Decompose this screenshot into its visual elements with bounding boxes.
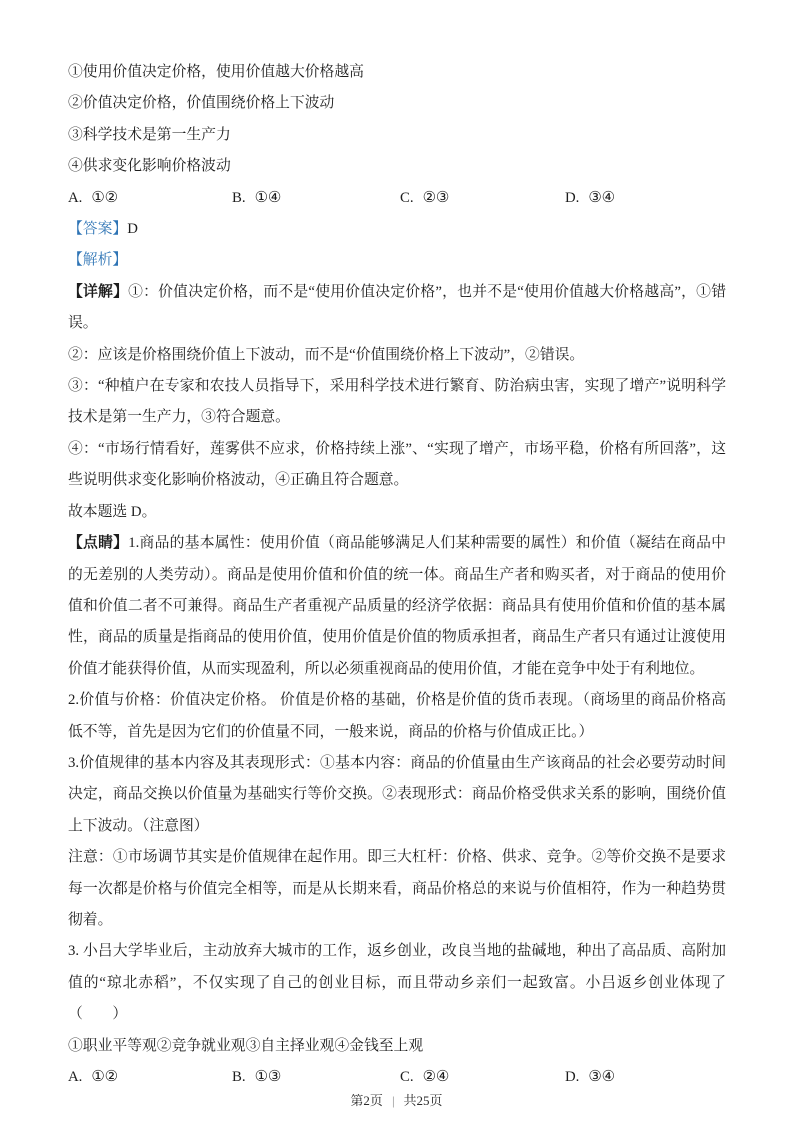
choice-a [68,183,232,214]
choice-value: ③④ [588,1069,615,1085]
keypoint-marker: 【点睛】 [68,535,129,552]
question-3-stem: 3. 小吕大学毕业后，主动放弃大城市的工作，返乡创业，改良当地的盐碱地，种出了高品质、高附加值的“琼北赤稻”，不仅实现了自己的创业目标，而且带动乡亲们一起致富。小吕返乡创业体现了（ ） [68,943,726,1023]
choice-label: C. [400,1069,414,1085]
answer-marker: 【答案】 [68,221,128,238]
choice-b [232,1062,400,1093]
keypoint-paragraph-2: 2.价值与价格：价值决定价格。 价值是价格的基础，价格是价值的货币表现。（商场里的商品价格高低不等，首先是因为它们的价值量不同，一般来说，商品的价格与价值成正比。） [68,692,726,740]
statement-item-3: ③科学技术是第一生产力 [68,126,231,143]
choice-row-q3 [68,1062,726,1093]
footer-total-pages: 共25页 [403,1093,443,1108]
footer-page-number: 第2页 [350,1093,383,1108]
statement-item-4: ④供求变化影响价格波动 [68,158,231,175]
choice-label: D. [565,189,580,206]
choice-c [400,1062,565,1093]
choice-value: ③④ [588,189,615,206]
detail-marker: 【详解】 [68,283,129,300]
keypoint-note: 注意：①市场调节其实是价值规律在起作用。即三大杠杆：价格、供求、竞争。②等价交换不是要求每一次都是价格与价值完全相等，而是从长期来看，商品价格总的来说与价值相符，作为一种趋势贯彻着。 [68,849,726,928]
choice-value: ①③ [254,1069,282,1085]
choice-row-q2 [68,183,726,214]
statement-item-2: ②价值决定价格，价值围绕价格上下波动 [68,95,335,112]
keypoint-paragraph-3: 3.价值规律的基本内容及其表现形式：①基本内容：商品的价值量由生产该商品的社会必要劳动时间决定，商品交换以价值量为基础实行等价交换。②表现形式：商品价格受供求关系的影响，围绕价值上下波动。（注意图） [68,754,726,834]
choice-label: D. [565,1069,580,1085]
choice-value: ①② [91,189,118,206]
detail-paragraph-4: ④：“市场行情看好，莲雾供不应求，价格持续上涨”、“实现了增产，市场平稳，价格有所回落”，这些说明供求变化影响价格波动，④正确且符合题意。 [68,440,726,489]
choice-d [565,1062,615,1093]
answer-value: D [127,221,138,238]
choice-label: A. [68,189,83,206]
analysis-marker: 【解析】 [68,252,128,269]
conclusion-line: 故本题选 D。 [68,503,157,520]
choice-value: ①② [91,1069,118,1085]
detail-paragraph-2: ②：应该是价格围绕价值上下波动，而不是“价值围绕价格上下波动”，②错误。 [68,346,585,363]
choice-label: C. [400,189,414,206]
choice-value: ②③ [422,189,450,206]
choice-b [232,183,400,214]
choice-value: ①④ [254,189,282,206]
detail-paragraph-3: ③：“种植户在专家和农技人员指导下，采用科学技术进行繁育、防治病虫害，实现了增产”说明科学技术是第一生产力，③符合题意。 [68,378,726,426]
detail-paragraph-1 [68,277,726,340]
detail-text: ①：价值决定价格，而不是“使用价值决定价格”，也并不是“使用价值越大价格越高”，①错误。 [68,283,726,332]
page-footer [0,1090,793,1109]
keypoint-text: 1.商品的基本属性：使用价值（商品能够满足人们某种需要的属性）和价值（凝结在商品中的无差别的人类劳动）。商品是使用价值和价值的统一体。商品生产者和购买者，对于商品的使用价值和价值二者不可兼得。商品生产者重视产品质量的经济学依据：商品具有使用价值和价值的基本属性，商品的质量是指商品的使用价值，使用价值是价值的物质承担者，商品生产者只有通过让渡使用价值才能获得价值，从而实现盈利，所以必须重视商品的使用价值，才能在竞争中处于有利地位。 [68,535,726,677]
choice-d [565,183,615,214]
analysis-line [68,245,726,276]
choice-a [68,1062,232,1093]
choice-label: B. [232,1069,246,1085]
choice-value: ②④ [422,1069,450,1085]
choice-label: A. [68,1069,83,1085]
choice-c [400,183,565,214]
choice-label: B. [232,189,246,206]
answer-line [68,214,726,245]
question-3-items: ①职业平等观②竞争就业观③自主择业观④金钱至上观 [68,1037,424,1054]
keypoint-paragraph-1 [68,528,726,685]
footer-separator: | [391,1093,395,1108]
statement-item-1: ①使用价值决定价格，使用价值越大价格越高 [68,64,364,80]
